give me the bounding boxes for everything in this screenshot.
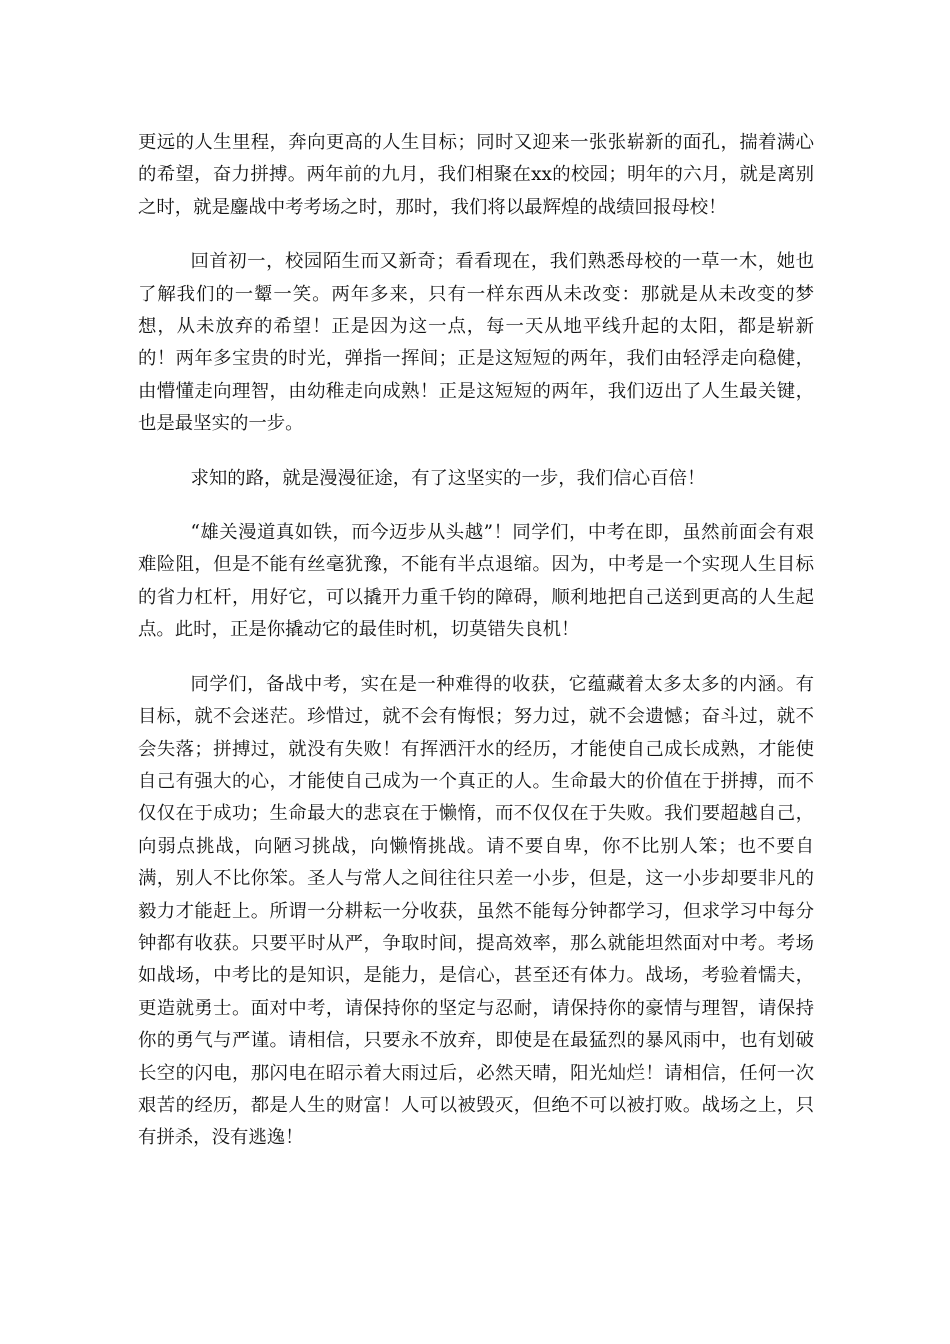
paragraph-1: 更远的人生里程，奔向更高的人生目标；同时又迎来一张张崭新的面孔，揣着满心的希望，奋力拼搏。两年前的九月，我们相聚在xx的校园；明年的六月，就是离别之时，就是鏖战中考考场之时，那时，我们将以最辉煌的战绩回报母校！ xyxy=(138,132,814,218)
document-body xyxy=(138,127,814,1155)
paragraph-2: 回首初一，校园陌生而又新奇；看看现在，我们熟悉母校的一草一木，她也了解我们的一颦一笑。两年多来，只有一样东西从未改变：那就是从未改变的梦想，从未放弃的希望！正是因为这一点，每一天从地平线升起的太阳，都是崭新的！两年多宝贵的时光，弹指一挥间；正是这短短的两年，我们由轻浮走向稳健，由懵懂走向理智，由幼稚走向成熟！正是这短短的两年，我们迈出了人生最关键，也是最坚实的一步。 xyxy=(138,251,814,435)
paragraph-4: “雄关漫道真如铁，而今迈步从头越”！同学们，中考在即，虽然前面会有艰难险阻，但是不能有丝毫犹豫，不能有半点退缩。因为，中考是一个实现人生目标的省力杠杆，用好它，可以撬开力重千钧的障碍，顺利地把自己送到更高的人生起点。此时，正是你撬动它的最佳时机，切莫错失良机！ xyxy=(138,522,814,641)
paragraph-3: 求知的路，就是漫漫征途，有了这坚实的一步，我们信心百倍！ xyxy=(190,467,706,489)
paragraph-5: 同学们，备战中考，实在是一种难得的收获，它蕴藏着太多太多的内涵。有目标，就不会迷茫。珍惜过，就不会有悔恨；努力过，就不会遗憾；奋斗过，就不会失落；拼搏过，就没有失败！有挥洒汗水的经历，才能使自己成长成熟，才能使自己有强大的心，才能使自己成为一个真正的人。生命最大的价值在于拼搏，而不仅仅在于成功；生命最大的悲哀在于懒惰，而不仅仅在于失败。我们要超越自己，向弱点挑战，向陋习挑战，向懒惰挑战。请不要自卑，你不比别人笨；也不要自满，别人不比你笨。圣人与常人之间往往只差一小步，但是，这一小步却要非凡的毅力才能赶上。所谓一分耕耘一分收获，虽然不能每分钟都学习，但求学习中每分钟都有收获。只要平时从严，争取时间，提高效率，那么就能坦然面对中考。考场如战场，中考比的是知识，是能力，是信心，甚至还有体力。战场，考验着懦夫，更造就勇士。面对中考，请保持你的坚定与忍耐，请保持你的豪情与理智，请保持你的勇气与严谨。请相信，只要永不放弃，即使是在最猛烈的暴风雨中，也有划破长空的闪电，那闪电在昭示着大雨过后，必然天晴，阳光灿烂！请相信，任何一次艰苦的经历，都是人生的财富！人可以被毁灭，但绝不可以被打败。战场之上，只有拼杀，没有逃逸！ xyxy=(138,673,814,1149)
